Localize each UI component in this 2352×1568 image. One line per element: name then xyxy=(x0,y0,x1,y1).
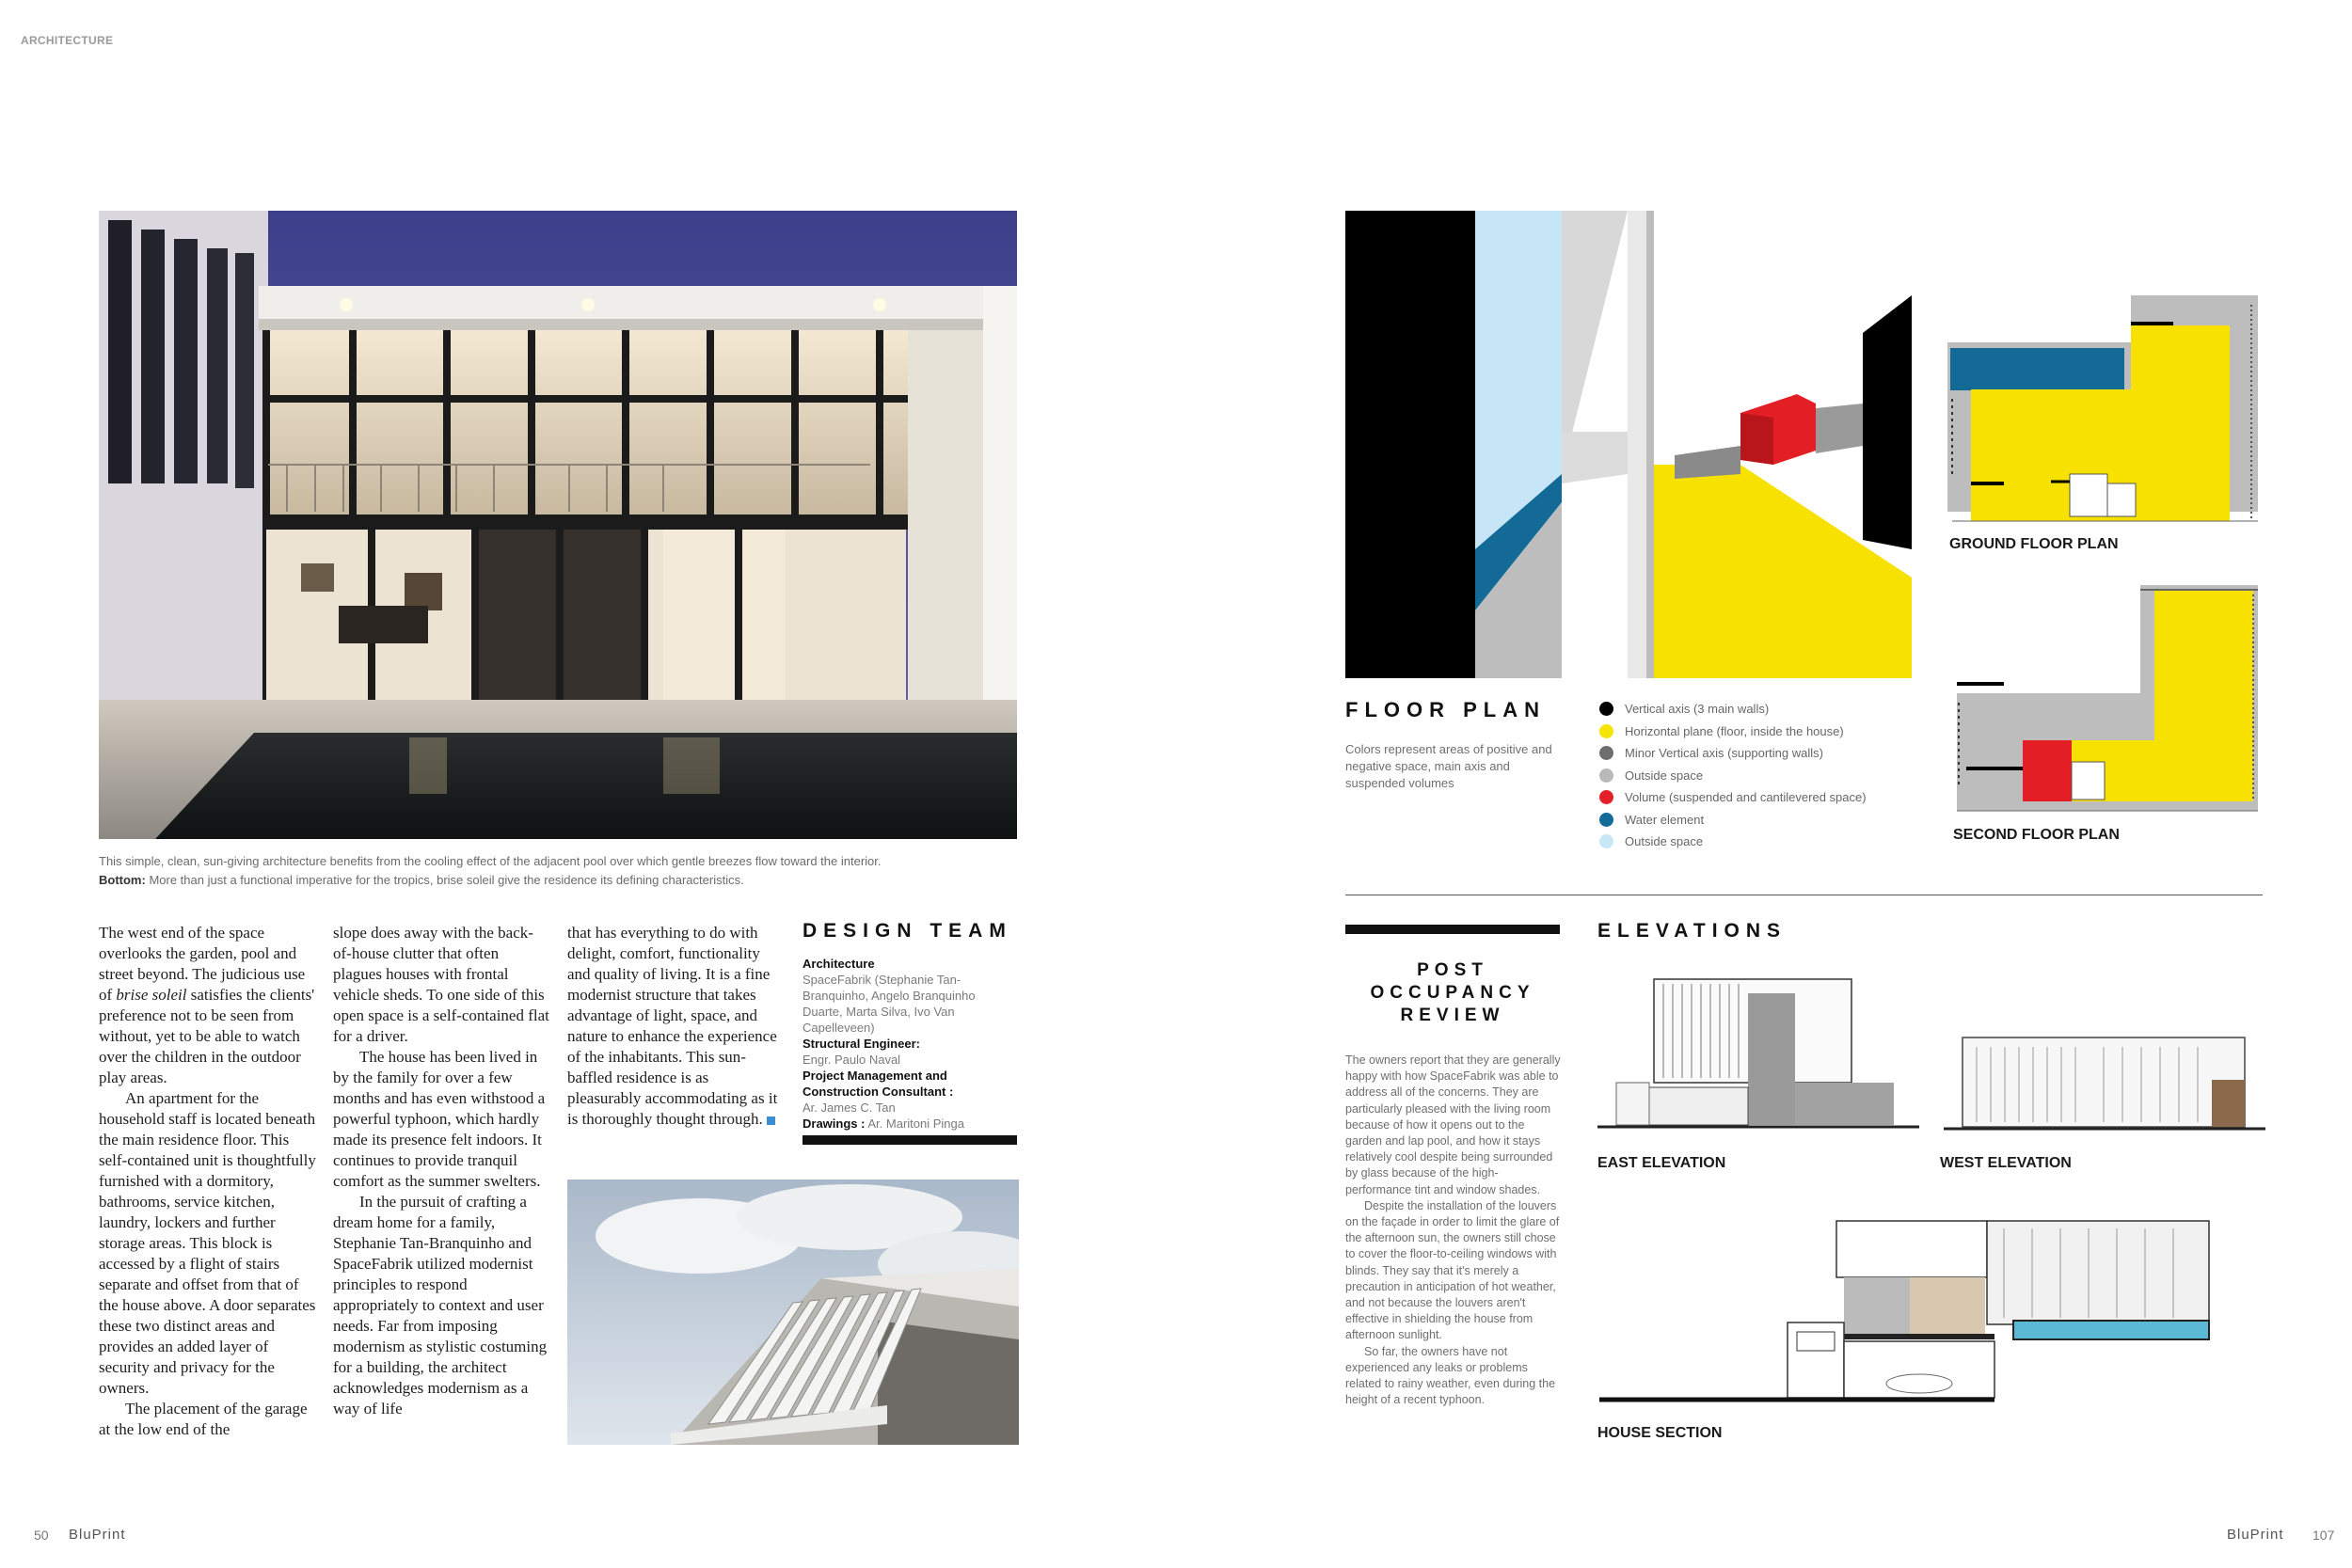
legend-item xyxy=(1599,831,1919,853)
project-management-value: Ar. James C. Tan xyxy=(803,1101,896,1115)
architecture-label: Architecture xyxy=(803,957,875,971)
design-team-heading: DESIGN TEAM xyxy=(803,920,1012,942)
structural-label: Structural Engineer: xyxy=(803,1037,920,1051)
legend-item xyxy=(1599,742,1919,765)
post-heading-line-2: OCCUPANCY xyxy=(1370,983,1535,1003)
post-paragraph-3: So far, the owners have not experienced any leaks or problems related to rainy weather, even during the height of a recent typhoon. xyxy=(1345,1344,1556,1407)
caption-bottom-label: Bottom: xyxy=(99,873,146,887)
legend-label: Water element xyxy=(1625,812,1705,827)
legend-item xyxy=(1599,809,1919,832)
col3-p1-text: that has everything to do with delight, comfort, functionality and quality of living. It is a fine modernist structure that takes advantage of light, space, and nature to enhance the experience of the inhabitants. This sun-baffled residence is as pleasurably accommodating as it is thoroughly thought through. xyxy=(567,924,778,1128)
post-paragraph-1: The owners report that they are generally happy with how SpaceFabrik was able to address all of the concerns. They are particularly pleased with the living room because of how it opens out to the garden and lap pool, and how it stays relatively cool despite being surrounded by glass because of the high-performance tint and window shades. xyxy=(1345,1053,1561,1196)
col2-paragraph-2: The house has been lived in by the family for over a few months and has even withstood a powerful typhoon, which hardly made its presence felt indoors. It continues to provide tranquil comfort as the summer swelters. xyxy=(333,1048,546,1190)
second-floor-plan-illustration xyxy=(1947,585,2267,826)
body-column-3 xyxy=(567,923,786,1130)
legend-dot-yellow xyxy=(1599,724,1613,738)
east-elevation-drawing xyxy=(1597,974,1919,1136)
floor-plan-description: Colors represent areas of positive and negative space, main axis and suspended volumes xyxy=(1345,742,1552,790)
col1-paragraph-3: The placement of the garage at the low end of the xyxy=(99,1400,308,1438)
architecture-value: SpaceFabrik (Stephanie Tan-Branquinho, Angelo Branquinho Duarte, Marta Silva, Ivo Van Capelleveen) xyxy=(803,973,976,1035)
house-section-drawing xyxy=(1599,1219,2220,1407)
ground-floor-plan-illustration xyxy=(1947,295,2267,536)
east-elevation-illustration xyxy=(1597,974,1919,1136)
section-tag: ARCHITECTURE xyxy=(21,34,114,47)
brise-soleil-illustration xyxy=(567,1180,1019,1445)
col2-paragraph-3: In the pursuit of crafting a dream home for a family, Stephanie Tan-Branquinho and SpaceFabrik utilized modernist principles to respond appropriately to context and user needs. Far from imposing modernism as stylistic costuming for a building, the architect acknowledges modernism as a way of life xyxy=(333,1193,548,1418)
brise-soleil-photo xyxy=(567,1180,1019,1445)
legend-item xyxy=(1599,786,1919,809)
legend-item xyxy=(1599,698,1919,721)
second-floor-plan-drawing xyxy=(1947,585,2267,826)
col2-paragraph-1: slope does away with the back-of-house clutter that often plagues houses with frontal vehicle sheds. To one side of this open space is a self-contained flat for a driver. xyxy=(333,924,549,1045)
body-column-1 xyxy=(99,923,317,1440)
east-elevation-label: EAST ELEVATION xyxy=(1597,1155,1726,1171)
left-page-number: 50 xyxy=(34,1528,49,1543)
post-heading-line-3: REVIEW xyxy=(1400,1006,1505,1025)
col1-p1-after: satisfies the clients' preference not to be seen from without, yet to be able to watch over the children in the outdoor play areas. xyxy=(99,986,315,1086)
floor-plan-heading: FLOOR PLAN xyxy=(1345,698,1546,721)
legend-item xyxy=(1599,765,1919,787)
elevations-heading: ELEVATIONS xyxy=(1597,920,1788,942)
col1-paragraph-1 xyxy=(99,923,317,1088)
second-floor-plan-label: SECOND FLOOR PLAN xyxy=(1953,827,2120,843)
ground-floor-plan-label: GROUND FLOOR PLAN xyxy=(1949,536,2119,552)
post-heading-line-1: POST xyxy=(1417,960,1488,980)
right-page-number: 107 xyxy=(2312,1528,2335,1543)
design-team-box xyxy=(803,920,1017,1132)
legend-dot-blue xyxy=(1599,813,1613,827)
body-column-2 xyxy=(333,923,551,1419)
house-section-label: HOUSE SECTION xyxy=(1597,1425,1723,1441)
post-occupancy-heading xyxy=(1345,959,1560,1027)
main-house-illustration xyxy=(99,211,1017,839)
drawings-label: Drawings : xyxy=(803,1117,866,1131)
right-brand-logo: BluPrint xyxy=(2227,1527,2284,1543)
legend-dot-red xyxy=(1599,790,1613,804)
post-occupancy-bar xyxy=(1345,925,1560,934)
drawings-value: Ar. Maritoni Pinga xyxy=(867,1117,964,1131)
floor-plan-legend xyxy=(1599,698,1919,853)
structural-value: Engr. Paulo Naval xyxy=(803,1053,901,1067)
design-team-credits xyxy=(803,956,1017,1132)
house-section-illustration xyxy=(1599,1219,2220,1407)
legend-dot-light-blue xyxy=(1599,834,1613,848)
west-elevation-illustration xyxy=(1944,1033,2265,1138)
legend-dot-dark-grey xyxy=(1599,746,1613,760)
end-mark-icon xyxy=(767,1117,775,1125)
legend-label: Horizontal plane (floor, inside the house) xyxy=(1625,723,1844,738)
post-paragraph-2: Despite the installation of the louvers on the façade in order to limit the glare of the afternoon sun, the owners still chose to cover the floor-to-ceiling windows with blinds. They say that it's merely a precaution in anticipation of hot weather, and not because the louvers aren't effective in shielding the house from afternoon sunlight. xyxy=(1345,1198,1560,1342)
col1-p1-italic: brise soleil xyxy=(116,986,187,1004)
main-house-photo xyxy=(99,211,1017,839)
photo-caption xyxy=(99,852,1021,890)
left-brand-logo: BluPrint xyxy=(69,1527,126,1543)
legend-label: Minor Vertical axis (supporting walls) xyxy=(1625,746,1823,761)
legend-dot-light-grey xyxy=(1599,768,1613,783)
caption-bottom-text: More than just a functional imperative for the tropics, brise soleil give the residence its defining characteristics. xyxy=(149,873,744,887)
west-elevation-label: WEST ELEVATION xyxy=(1940,1155,2072,1171)
post-occupancy-text xyxy=(1345,1053,1562,1408)
west-elevation-drawing xyxy=(1944,1033,2265,1138)
caption-line-1: This simple, clean, sun-giving architecture benefits from the cooling effect of the adjacent pool over which gentle breezes flow toward the interior. xyxy=(99,854,882,868)
floor-plan-3d-diagram xyxy=(1345,211,1912,678)
col1-p1-before: The west end of the space overlooks the garden, pool and street beyond. The judicious use of xyxy=(99,924,306,1004)
caption-line-2 xyxy=(99,871,1021,890)
ground-floor-plan-drawing xyxy=(1947,295,2267,536)
legend-dot-black xyxy=(1599,702,1613,716)
design-team-divider xyxy=(803,1135,1017,1145)
col3-paragraph-1 xyxy=(567,923,786,1130)
legend-label: Vertical axis (3 main walls) xyxy=(1625,702,1770,717)
floor-plan-3d-illustration xyxy=(1345,211,1912,678)
project-management-label: Project Management and Construction Consultant : xyxy=(803,1069,954,1099)
legend-label: Outside space xyxy=(1625,834,1704,849)
col1-paragraph-2: An apartment for the household staff is located beneath the main residence floor. This self-contained unit is thoughtfully furnished with a dormitory, bathrooms, service kitchen, laundry, lockers and further storage areas. This block is accessed by a flight of stairs separate and offset from that of the house above. A door separates these two distinct areas and provides an added layer of security and privacy for the owners. xyxy=(99,1089,316,1397)
legend-label: Volume (suspended and cantilevered space) xyxy=(1625,790,1867,805)
legend-label: Outside space xyxy=(1625,768,1704,783)
legend-item xyxy=(1599,721,1919,743)
